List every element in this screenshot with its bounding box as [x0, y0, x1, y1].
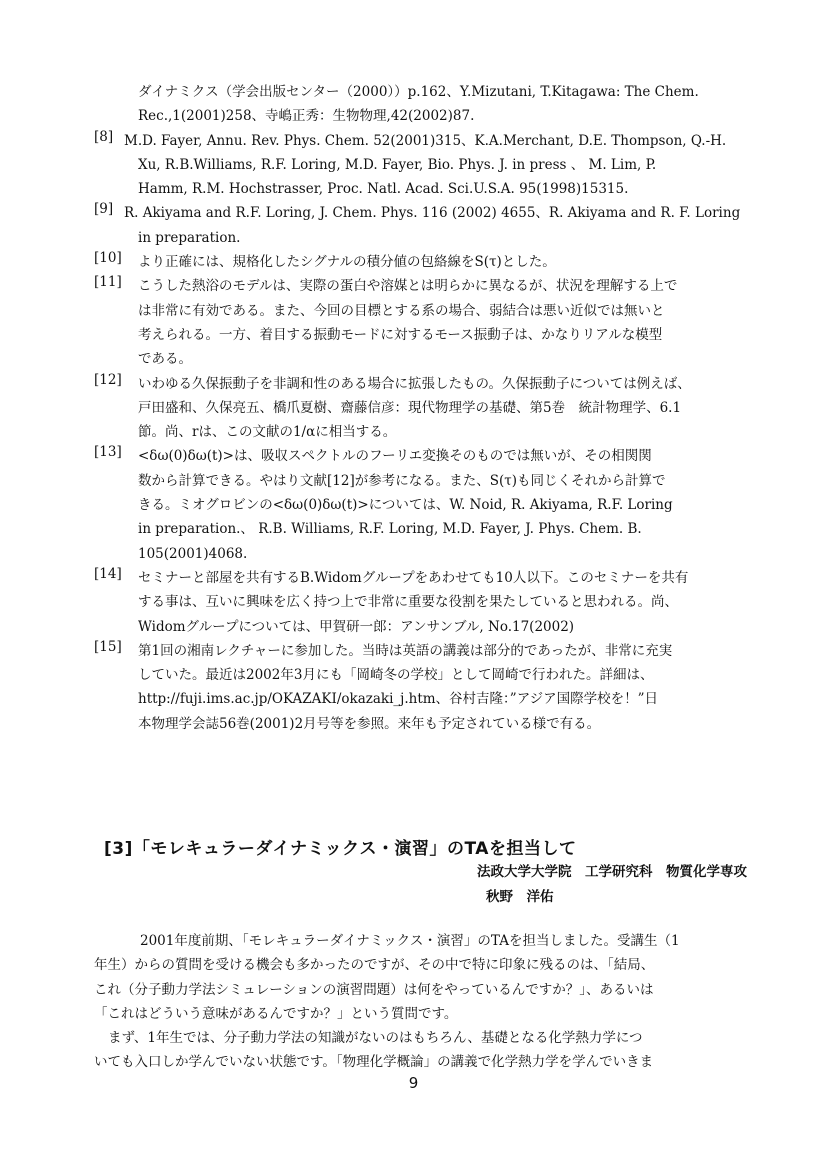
body-line: まず、1年生では、分子動力学法の知識がないのはもちろん、基礎となる化学熱力学につ — [108, 1030, 643, 1047]
reference-line: きる。ミオグロビンの<δω(0)δω(t)>については、W. Noid, R. Akiyama, R.F. Loring — [138, 497, 673, 514]
reference-item — [94, 566, 764, 639]
reference-line: 節。尚、rは、この文献の1/αに相当する。 — [138, 424, 397, 441]
reference-line: 戸田盛和、久保亮五、橋爪夏樹、齋藤信彦：現代物理学の基礎、第5巻 統計物理学、6.1 — [138, 399, 682, 416]
reference-line: 本物理学会誌56巻(2001)2月号等を参照。来年も予定されている様で有る。 — [138, 715, 601, 732]
body-paragraphs — [94, 929, 754, 1075]
reference-line: 数から計算できる。やはり文献[12]が参考になる。また、S(τ)も同じくそれから計算で — [138, 472, 666, 489]
reference-line: していた。最近は2002年3月にも「岡崎冬の学校」として岡崎で行われた。詳細は、 — [138, 667, 654, 684]
reference-line: こうした熱浴のモデルは、実際の蛋白や溶媒とは明らかに異なるが、状況を理解する上で — [138, 278, 678, 295]
author-affiliation: 法政大学大学院 工学研究科 物質化学専攻 — [477, 864, 747, 880]
reference-item — [94, 80, 764, 129]
reference-line: in preparation.、 R.B. Williams, R.F. Loring, M.D. Fayer, J. Phys. Chem. B. — [138, 521, 642, 538]
reference-number: [13] — [94, 444, 122, 461]
reference-item — [94, 250, 764, 274]
reference-line: は非常に有効である。また、今回の目標とする系の場合、弱結合は悪い近似では無いと — [138, 302, 665, 319]
body-line: 2001年度前期、「モレキュラーダイナミックス・演習」のTAを担当しました。受講生（1 — [140, 933, 680, 949]
body-line: 年生）からの質問を受ける機会も多かったのですが、その中で特に印象に残るのは、「結局、 — [94, 957, 655, 974]
body-line: いても入口しか学んでいない状態です。「物理化学概論」の講義で化学熱力学を学んでいきま — [94, 1054, 654, 1071]
reference-line: 第1回の湘南レクチャーに参加した。当時は英語の講義は部分的であったが、非常に充実 — [138, 642, 673, 659]
reference-item — [94, 372, 764, 445]
reference-line: 105(2001)4068. — [138, 545, 248, 562]
reference-item — [94, 201, 764, 250]
reference-number: [14] — [94, 565, 122, 582]
reference-line: いわゆる久保振動子を非調和性のある場合に拡張したもの。久保振動子については例えば、 — [138, 375, 691, 392]
reference-item — [94, 639, 764, 736]
reference-number: [9] — [94, 201, 114, 218]
reference-line: セミナーと部屋を共有するB.Widomグループをあわせても10人以下。このセミナーを共有 — [138, 569, 689, 586]
reference-number: [11] — [94, 274, 122, 291]
reference-line: である。 — [138, 351, 192, 368]
reference-line: R. Akiyama and R.F. Loring, J. Chem. Phys. 116 (2002) 4655、R. Akiyama and R. F. Loring — [124, 205, 741, 222]
reference-line: Widomグループについては、甲賀研一郎：アンサンブル, No.17(2002) — [138, 618, 575, 635]
page-number: 9 — [408, 1074, 419, 1092]
reference-line: http://fuji.ims.ac.jp/OKAZAKI/okazaki_j.htm、谷村吉隆：”アジア国際学校を！”日 — [138, 691, 659, 708]
reference-line: ダイナミクス（学会出版センター（2000））p.162、Y.Mizutani, T.Kitagawa: The Chem. — [138, 84, 699, 100]
reference-line: Rec.,1(2001)258、寺嶋正秀：生物物理,42(2002)87. — [138, 108, 475, 125]
body-line: 「これはどういう意味があるんですか？」という質問です。 — [94, 1005, 458, 1022]
reference-line: Hamm, R.M. Hochstrasser, Proc. Natl. Acad. Sci.U.S.A. 95(1998)15315. — [138, 181, 629, 198]
body-line: これ（分子動力学法シミュレーションの演習問題）は何をやっているんですか？」、あるいは — [94, 981, 654, 998]
reference-number: [12] — [94, 371, 122, 388]
reference-line: M.D. Fayer, Annu. Rev. Phys. Chem. 52(2001)315、K.A.Merchant, D.E. Thompson, Q.-H. — [124, 132, 727, 149]
section-title: [3]「モレキュラーダイナミックス・演習」のTAを担当して — [104, 839, 577, 859]
reference-line: <δω(0)δω(t)>は、吸収スペクトルのフーリエ変換そのものでは無いが、その相関関 — [138, 448, 652, 465]
reference-item — [94, 129, 764, 202]
reference-line: in preparation. — [138, 229, 241, 246]
reference-item — [94, 274, 764, 371]
reference-list — [94, 80, 764, 736]
reference-item — [94, 444, 764, 565]
reference-number: [15] — [94, 638, 122, 655]
reference-number: [8] — [94, 128, 114, 145]
reference-number: [10] — [94, 250, 122, 267]
author-name: 秋野 洋佑 — [486, 889, 554, 905]
reference-line: より正確には、規格化したシグナルの積分値の包絡線をS(τ)とした。 — [138, 254, 556, 271]
reference-line: 考えられる。一方、着目する振動モードに対するモース振動子は、かなりリアルな模型 — [138, 326, 663, 343]
reference-line: する事は、互いに興味を広く持つ上で非常に重要な役割を果たしていると思われる。尚、 — [138, 594, 678, 611]
reference-line: Xu, R.B.Williams, R.F. Loring, M.D. Fayer, Bio. Phys. J. in press 、 M. Lim, P. — [138, 156, 657, 173]
